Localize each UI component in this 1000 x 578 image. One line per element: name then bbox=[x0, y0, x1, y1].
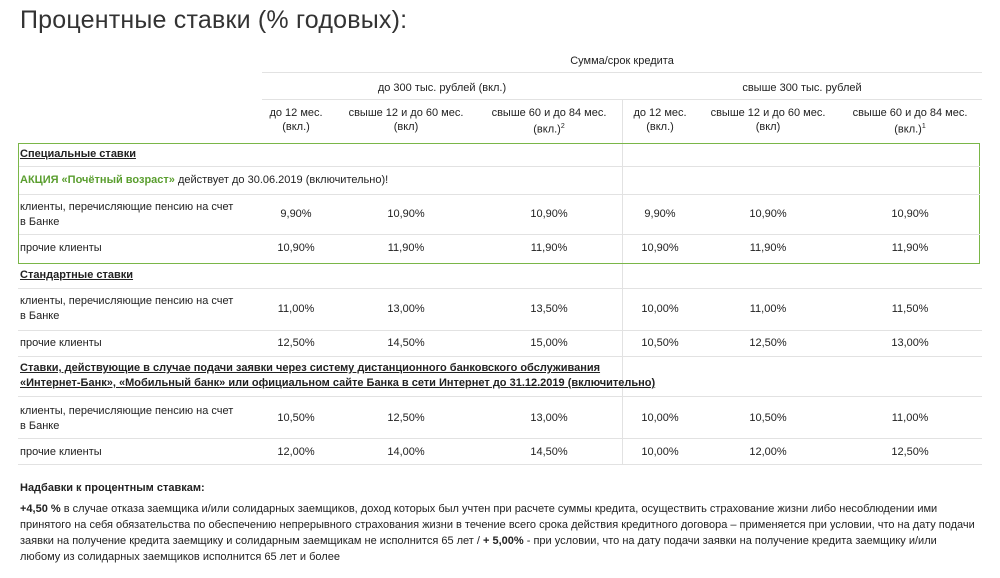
standard-rates-title: Стандартные ставки bbox=[20, 269, 134, 281]
standard-other-val-4: 10,50% bbox=[641, 337, 679, 349]
special-other-val-5: 11,90% bbox=[749, 242, 787, 254]
remote-rates-title: Ставки, действующие в случае подачи заявки через систему дистанционного банковского обслуживания «Интернет-Банк», «Мобильный банк» или официальном сайте Банка в сети Интернет до 31.12.2019 (включительно) bbox=[20, 362, 656, 389]
remote-other-val-4: 10,00% bbox=[641, 446, 679, 458]
rate-surcharges-notes bbox=[20, 480, 980, 565]
remote-other-val-2: 14,00% bbox=[387, 446, 425, 458]
promo-line: АКЦИЯ «Почётный возраст» действует до 30.06.2019 (включительно)! bbox=[20, 174, 389, 186]
standard-pension-val-5: 11,00% bbox=[749, 303, 787, 315]
standard-row-pension-label: клиенты, перечисляющие пенсию на счет в Банке bbox=[20, 295, 234, 322]
promo-name: АКЦИЯ «Почётный возраст» bbox=[20, 174, 175, 186]
standard-pension-val-1: 11,00% bbox=[277, 303, 315, 315]
page-title: Процентные ставки (% годовых): bbox=[20, 6, 408, 34]
special-pension-val-5: 10,90% bbox=[749, 208, 787, 220]
special-pension-val-2: 10,90% bbox=[387, 208, 425, 220]
remote-other-val-1: 12,00% bbox=[277, 446, 315, 458]
special-pension-val-4: 9,90% bbox=[644, 208, 676, 220]
term-col-5: свыше 12 и до 60 мес. (вкл) bbox=[710, 107, 826, 133]
special-other-val-4: 10,90% bbox=[641, 242, 679, 254]
standard-other-val-5: 12,50% bbox=[749, 337, 787, 349]
special-pension-val-3: 10,90% bbox=[530, 208, 568, 220]
special-pension-val-1: 9,90% bbox=[280, 208, 312, 220]
remote-row-other-label: прочие клиенты bbox=[20, 446, 102, 458]
standard-other-val-1: 12,50% bbox=[277, 337, 315, 349]
standard-pension-val-4: 10,00% bbox=[641, 303, 679, 315]
standard-pension-val-6: 11,50% bbox=[891, 303, 929, 315]
remote-pension-val-5: 10,50% bbox=[749, 412, 787, 424]
standard-other-val-6: 13,00% bbox=[891, 337, 929, 349]
remote-pension-val-2: 12,50% bbox=[387, 412, 425, 424]
term-col-3: свыше 60 и до 84 мес. $(вкл.)^2$ bbox=[491, 107, 607, 136]
special-other-val-2: 11,90% bbox=[387, 242, 425, 254]
special-other-val-3: 11,90% bbox=[530, 242, 568, 254]
special-row-other-label: прочие клиенты bbox=[20, 242, 102, 254]
term-col-1: до 12 мес. (вкл.) bbox=[269, 107, 323, 133]
term-col-2: свыше 12 и до 60 мес. (вкл) bbox=[348, 107, 464, 133]
standard-pension-val-3: 13,50% bbox=[530, 303, 568, 315]
standard-pension-val-2: 13,00% bbox=[387, 303, 425, 315]
amount-group-over-300: свыше 300 тыс. рублей bbox=[742, 82, 862, 94]
special-other-val-1: 10,90% bbox=[277, 242, 315, 254]
remote-pension-val-1: 10,50% bbox=[277, 412, 315, 424]
special-rates-title: Специальные ставки bbox=[20, 148, 136, 160]
term-col-6: свыше 60 и до 84 мес. $(вкл.)^1$ bbox=[852, 107, 968, 136]
remote-pension-val-6: 11,00% bbox=[891, 412, 929, 424]
standard-other-val-2: 14,50% bbox=[387, 337, 425, 349]
remote-other-val-3: 14,50% bbox=[530, 446, 568, 458]
special-other-val-6: 11,90% bbox=[891, 242, 929, 254]
remote-row-pension-label: клиенты, перечисляющие пенсию на счет в Банке bbox=[20, 405, 234, 432]
term-col-4: до 12 мес. (вкл.) bbox=[633, 107, 687, 133]
special-row-pension-label: клиенты, перечисляющие пенсию на счет в Банке bbox=[20, 201, 234, 228]
standard-other-val-3: 15,00% bbox=[530, 337, 568, 349]
standard-row-other-label: прочие клиенты bbox=[20, 337, 102, 349]
amount-group-up-to-300: до 300 тыс. рублей (вкл.) bbox=[377, 82, 507, 94]
special-pension-val-6: 10,90% bbox=[891, 208, 929, 220]
remote-pension-val-3: 13,00% bbox=[530, 412, 568, 424]
surcharges-text: +4,50 % в случае отказа заемщика и/или солидарных заемщиков, доход которых был учтен при расчете суммы кредита, осуществить страхование жизни либо несоблюдении ими принятого на себя обязательства по обеспечению непрерывного страхования жизни в течение всего срока действия кредитного договора – применяется при условии, что на дату подачи заявки на получение кредита заемщику и солидарным заемщикам не исполнится 65 лет / + 5,00% - при условии, что на дату подачи заявки на получение кредита заемщику и/или любому из солидарных заемщиков исполнится 65 лет и более bbox=[20, 503, 975, 563]
surcharges-heading: Надбавки к процентным ставкам: bbox=[20, 482, 205, 494]
remote-other-val-6: 12,50% bbox=[891, 446, 929, 458]
group-header: Сумма/срок кредита bbox=[570, 55, 674, 67]
remote-pension-val-4: 10,00% bbox=[641, 412, 679, 424]
remote-other-val-5: 12,00% bbox=[749, 446, 787, 458]
